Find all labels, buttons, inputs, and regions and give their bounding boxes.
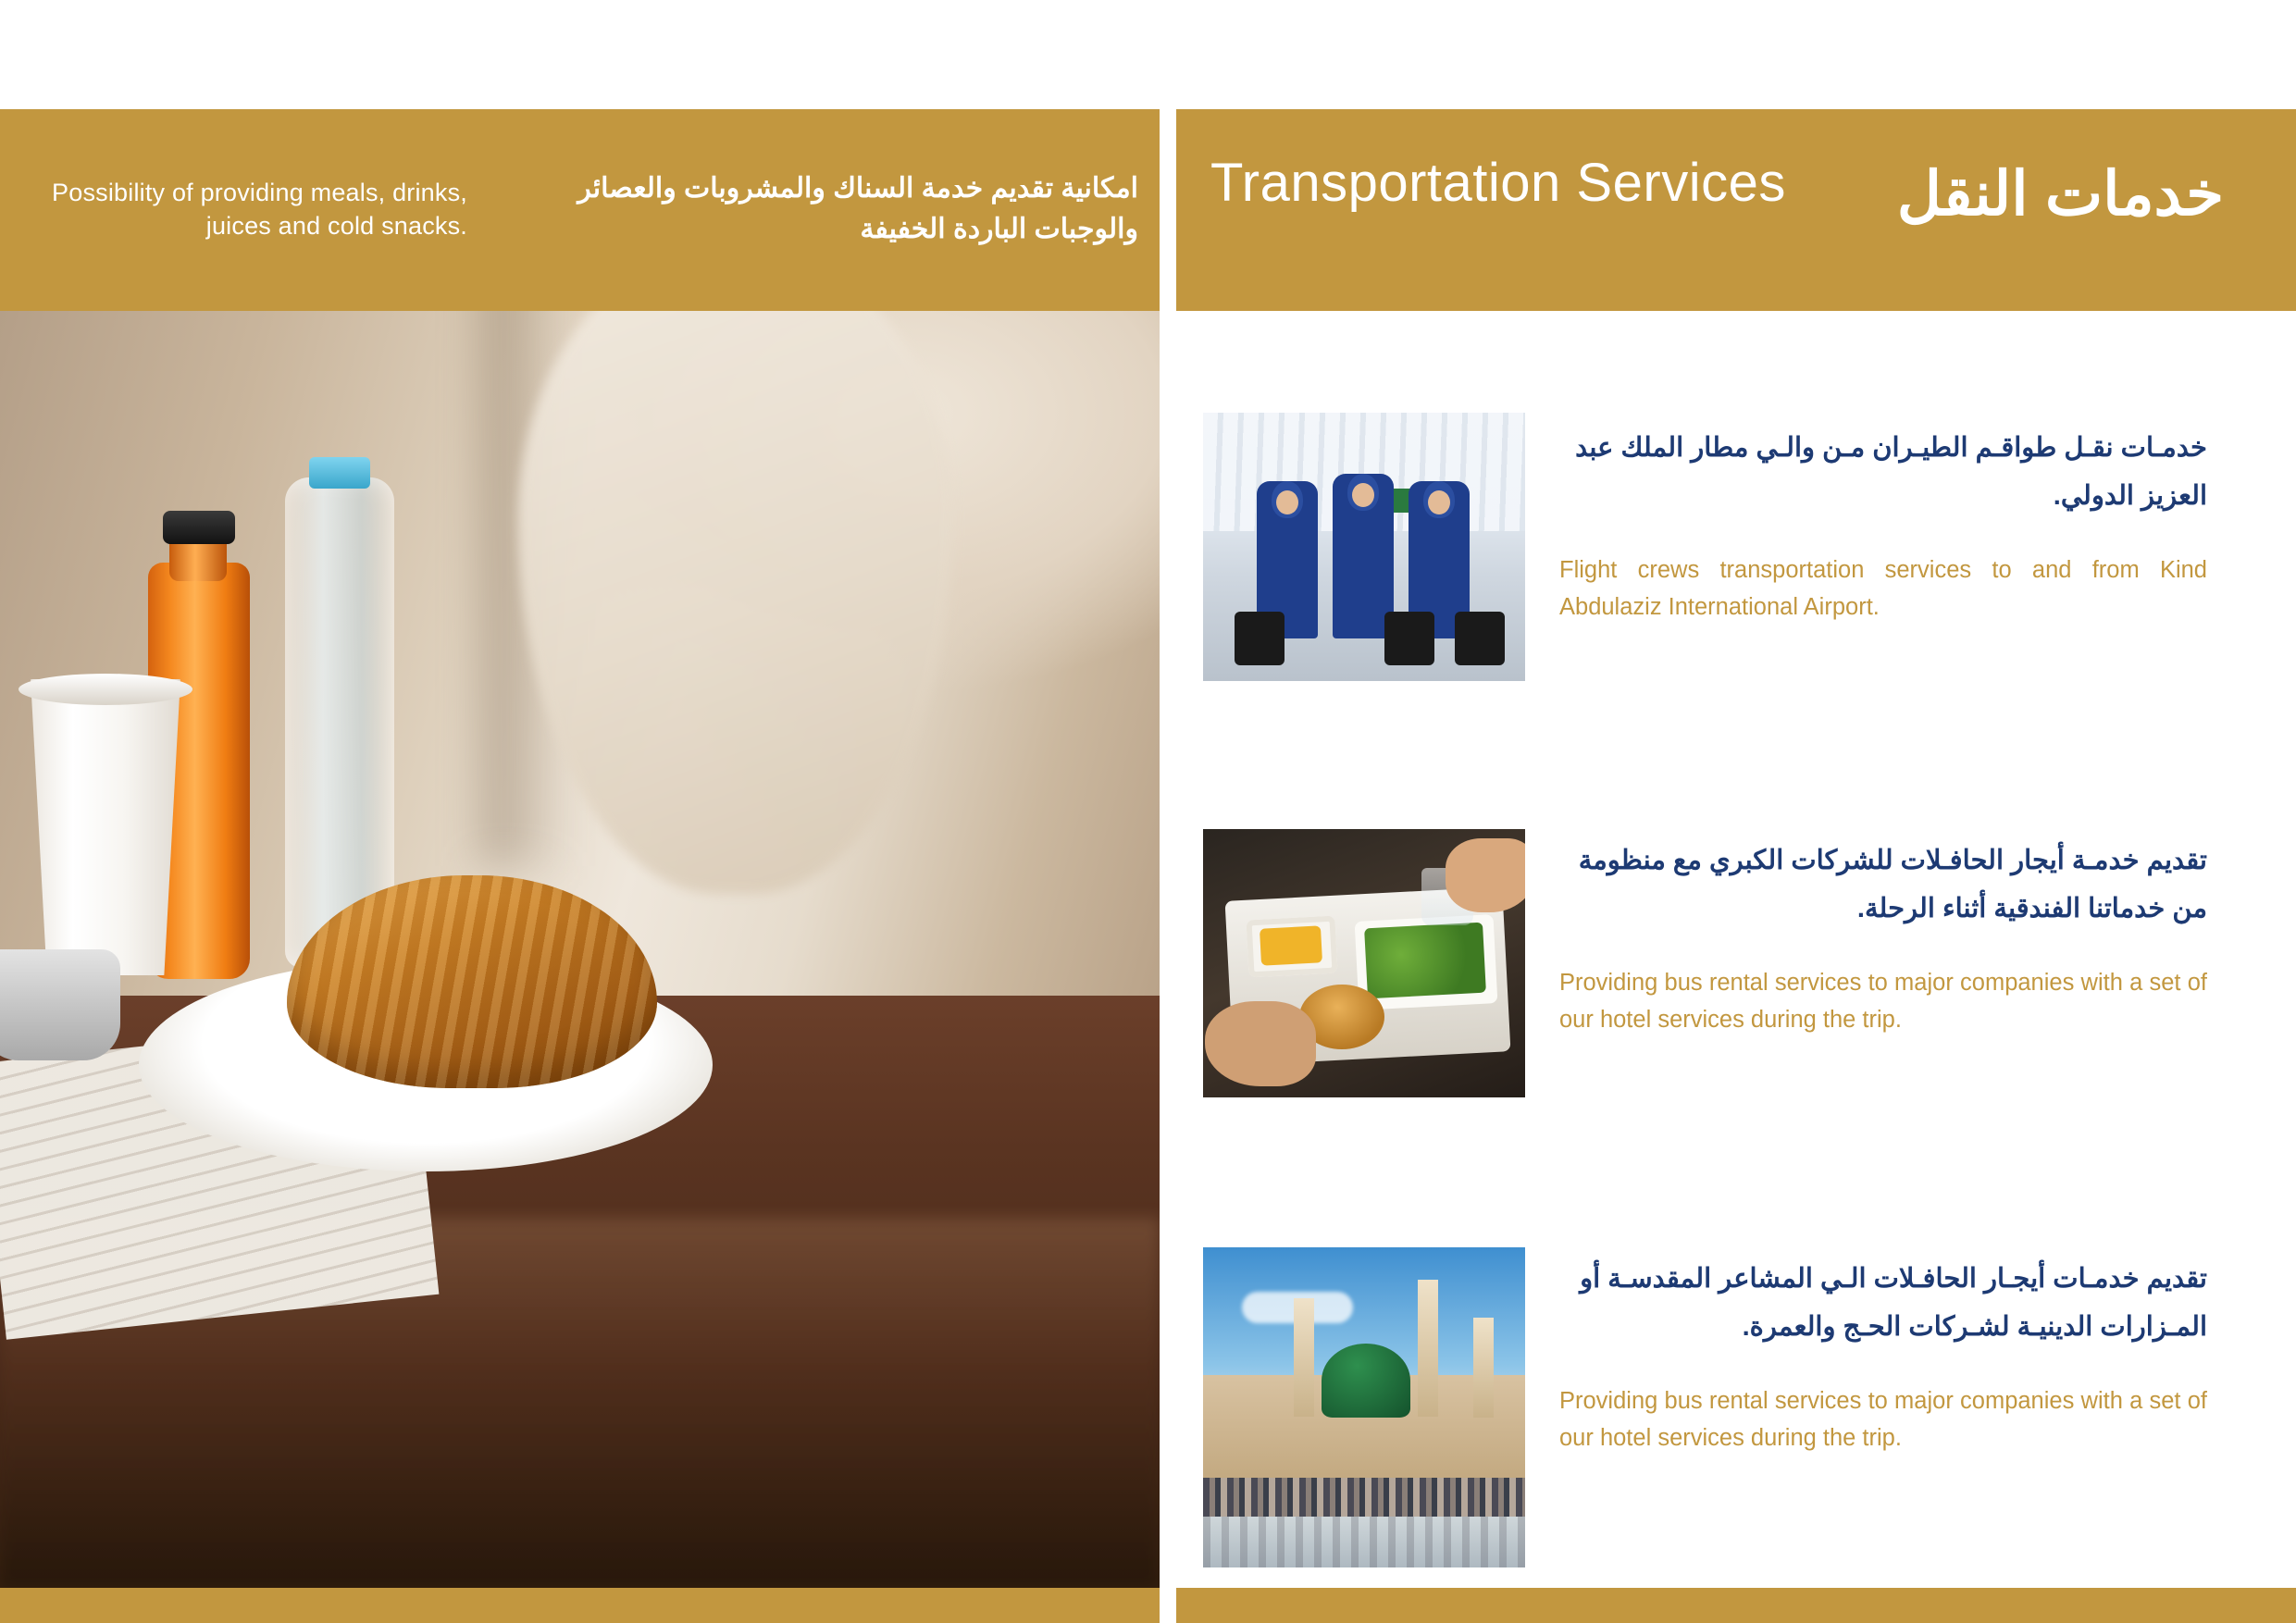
header-left-english-caption: Possibility of providing meals, drinks, juices and cold snacks. xyxy=(52,179,467,240)
header-gutter xyxy=(1160,109,1176,311)
header-left-arabic-caption: امكانية تقديم خدمة السناك والمشروبات والعصائر والوجبات الباردة الخفيفة xyxy=(577,173,1138,244)
left-hero-photo xyxy=(0,311,1160,1588)
service-3-arabic-text: تقديم خدمـات أيجـار الحافـلات الـي المشاعر المقدسـة أو المـزارات الدينيـة لشـركات الحـج والعمرة. xyxy=(1580,1264,2207,1342)
paper-cup xyxy=(24,679,187,975)
service-1-arabic-text: خدمـات نقـل طواقـم الطيـران مـن والـي مطار الملك عبد العزيز الدولي. xyxy=(1575,433,2207,511)
thumbnail-meal-tray xyxy=(1203,829,1525,1097)
thumbnail-mosque xyxy=(1203,1247,1525,1567)
bottom-gutter xyxy=(1160,1588,1176,1623)
minaret-icon xyxy=(1294,1298,1314,1417)
page-title-arabic: خدمات النقل xyxy=(1896,159,2224,228)
service-3-english-text: Providing bus rental services to major companies with a set of our hotel services during the trip. xyxy=(1559,1388,2207,1451)
service-2-arabic-text: تقديم خدمـة أيجار الحافـلات للشركات الكبري مع منظومة من خدماتنا الفندقية أثناء الرحلة. xyxy=(1578,846,2207,923)
juice-bottle-cap xyxy=(163,511,235,544)
minaret-icon xyxy=(1418,1280,1438,1417)
foil-dish xyxy=(0,949,120,1060)
water-bottle-cap xyxy=(309,457,370,489)
service-2-english-text: Providing bus rental services to major companies with a set of our hotel services during the trip. xyxy=(1559,970,2207,1033)
bottom-gold-strip xyxy=(0,1588,2296,1623)
paper-cup-rim xyxy=(19,674,192,705)
top-margin xyxy=(0,0,2296,109)
right-content-panel xyxy=(1176,311,2296,1588)
page-title-english: Transportation Services xyxy=(1210,153,1786,213)
green-dome-icon xyxy=(1322,1344,1410,1418)
thumbnail-flight-crew xyxy=(1203,413,1525,681)
service-1-english-text: Flight crews transportation services to and from Kind Abdulaziz International Airport. xyxy=(1559,557,2207,620)
minaret-icon xyxy=(1473,1318,1494,1418)
